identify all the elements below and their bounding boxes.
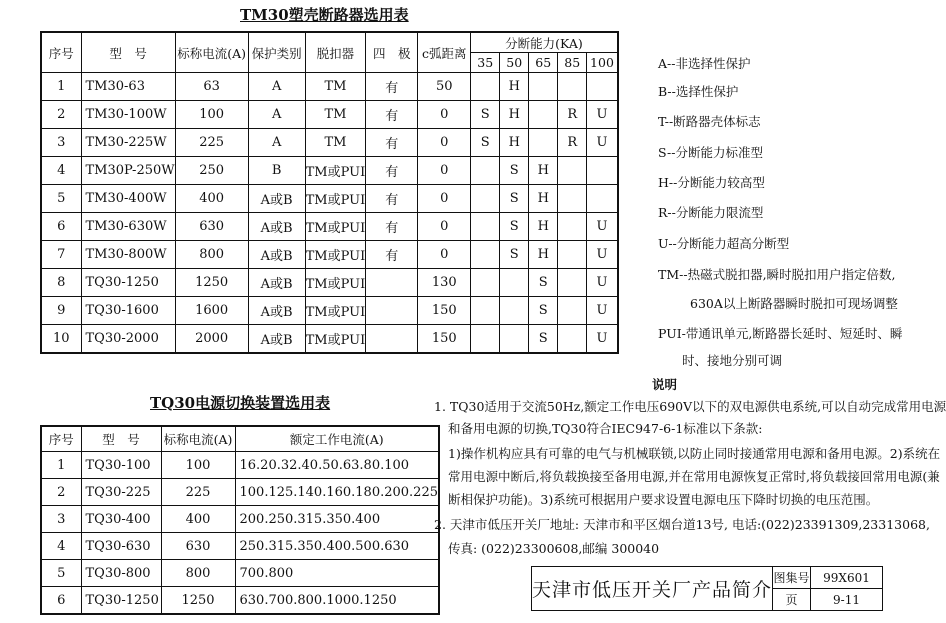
cell-capacity [471, 269, 500, 297]
cell-capacity [500, 297, 529, 325]
cell-release: TM [305, 129, 366, 157]
cell-capacity: U [587, 325, 618, 354]
cell-model: TQ30-225 [81, 479, 161, 506]
cell-arc-distance: 0 [418, 157, 471, 185]
table-row [41, 129, 618, 157]
cell-capacity: H [529, 157, 558, 185]
cell-protection: B [248, 157, 305, 185]
atlas-label: 图集号 [773, 567, 811, 589]
cell-capacity [500, 325, 529, 354]
table-row [41, 101, 618, 129]
cell-release: TM或PUI [305, 325, 366, 354]
legend-r: R--分断能力限流型 [658, 205, 764, 220]
note-line-4: 常用电源中断后,将负载换接至备用电源,并在常用电源恢复正常时,将负载接回常用电源(兼 [448, 469, 940, 484]
note-line-3: 1)操作机构应具有可靠的电气与机械联锁,以防止同时接通常用电源和备用电源。2)系统在 [448, 446, 941, 461]
cell-capacity: S [529, 297, 558, 325]
cell-capacity: U [587, 101, 618, 129]
legend-h: H--分断能力较高型 [658, 175, 765, 190]
header-capacity-85: 85 [558, 53, 587, 73]
header-four-pole: 四 极 [366, 32, 418, 73]
cell-release: TM或PUI [305, 297, 366, 325]
legend-a: A--非选择性保护 [658, 56, 751, 71]
cell-seq: 1 [41, 452, 81, 479]
cell-capacity [471, 73, 500, 101]
legend-pui: PUI-带通讯单元,断路器长延时、短延时、瞬 [658, 326, 903, 341]
cell-four-pole: 有 [366, 101, 418, 129]
cell-current: 1250 [175, 269, 248, 297]
cell-seq: 5 [41, 185, 81, 213]
cell-capacity [558, 213, 587, 241]
cell-current: 63 [175, 73, 248, 101]
title-block [531, 566, 883, 611]
cell-protection: A或B [248, 241, 305, 269]
cell-arc-distance: 0 [418, 129, 471, 157]
cell-capacity: U [587, 269, 618, 297]
cell-model: TM30-225W [81, 129, 175, 157]
cell-arc-distance: 0 [418, 185, 471, 213]
cell-current: 1250 [161, 587, 235, 615]
header-capacity-35: 35 [471, 53, 500, 73]
cell-capacity: H [500, 101, 529, 129]
cell-capacity: S [500, 185, 529, 213]
cell-model: TM30-100W [81, 101, 175, 129]
cell-arc-distance: 50 [418, 73, 471, 101]
cell-capacity [558, 297, 587, 325]
cell-seq: 2 [41, 101, 81, 129]
cell-capacity: H [500, 73, 529, 101]
cell-current: 100 [161, 452, 235, 479]
cell-model: TQ30-2000 [81, 325, 175, 354]
table-row [41, 533, 439, 560]
page-number: 9-11 [811, 589, 883, 611]
table-row [41, 560, 439, 587]
cell-model: TQ30-1600 [81, 297, 175, 325]
cell-capacity: U [587, 129, 618, 157]
cell-seq: 5 [41, 560, 81, 587]
title-block-name: 天津市低压开关厂产品简介 [532, 567, 773, 611]
cell-current: 400 [161, 506, 235, 533]
cell-release: TM或PUI [305, 157, 366, 185]
cell-capacity [529, 73, 558, 101]
cell-capacity [558, 325, 587, 354]
cell-rated-current: 250.315.350.400.500.630 [235, 533, 439, 560]
cell-release: TM [305, 73, 366, 101]
cell-capacity [529, 101, 558, 129]
header-current: 标称电流(A) [175, 32, 248, 73]
cell-rated-current: 16.20.32.40.50.63.80.100 [235, 452, 439, 479]
cell-model: TQ30-1250 [81, 269, 175, 297]
cell-capacity: S [471, 129, 500, 157]
legend-b: B--选择性保护 [658, 84, 739, 99]
cell-model: TM30P-250W [81, 157, 175, 185]
cell-release: TM或PUI [305, 213, 366, 241]
header-capacity: 分断能力(KA) [471, 32, 618, 53]
cell-rated-current: 100.125.140.160.180.200.225 [235, 479, 439, 506]
cell-arc-distance: 150 [418, 297, 471, 325]
cell-capacity: U [587, 241, 618, 269]
cell-seq: 2 [41, 479, 81, 506]
cell-capacity [558, 241, 587, 269]
cell-current: 400 [175, 185, 248, 213]
header-model: 型 号 [81, 32, 175, 73]
cell-four-pole [366, 269, 418, 297]
table-row [41, 297, 618, 325]
legend-t: T--断路器壳体标志 [658, 114, 761, 129]
legend-pui-cont: 时、接地分别可调 [682, 353, 783, 368]
cell-model: TM30-800W [81, 241, 175, 269]
cell-capacity [587, 157, 618, 185]
breaker-selection-table [40, 31, 619, 354]
cell-capacity [558, 157, 587, 185]
header-model: 型 号 [81, 426, 161, 452]
table2-title: TQ30电源切换装置选用表 [150, 394, 331, 412]
cell-seq: 4 [41, 157, 81, 185]
cell-capacity [471, 157, 500, 185]
table-row [41, 587, 439, 615]
cell-model: TQ30-100 [81, 452, 161, 479]
cell-protection: A或B [248, 213, 305, 241]
cell-rated-current: 700.800 [235, 560, 439, 587]
cell-current: 100 [175, 101, 248, 129]
header-seq: 序号 [41, 426, 81, 452]
note-line-1: 1. TQ30适用于交流50Hz,额定工作电压690V以下的双电源供电系统,可以自动完成常用电源 [434, 399, 946, 414]
notes-heading: 说明 [652, 377, 678, 392]
cell-capacity: U [587, 297, 618, 325]
note-line-5: 断相保护功能)。3)系统可根据用户要求设置电源电压下降时切换的电压范围。 [448, 492, 879, 507]
cell-four-pole [366, 297, 418, 325]
cell-model: TQ30-400 [81, 506, 161, 533]
cell-model: TQ30-630 [81, 533, 161, 560]
table-row [41, 185, 618, 213]
cell-capacity [529, 129, 558, 157]
cell-protection: A [248, 73, 305, 101]
legend-tm: TM--热磁式脱扣器,瞬时脱扣用户指定倍数, [658, 267, 896, 282]
header-release: 脱扣器 [305, 32, 366, 73]
cell-seq: 4 [41, 533, 81, 560]
cell-seq: 3 [41, 129, 81, 157]
legend-s: S--分断能力标准型 [658, 145, 763, 160]
cell-capacity [587, 73, 618, 101]
header-capacity-100: 100 [587, 53, 618, 73]
cell-arc-distance: 150 [418, 325, 471, 354]
cell-current: 630 [175, 213, 248, 241]
cell-capacity: S [529, 325, 558, 354]
cell-four-pole: 有 [366, 185, 418, 213]
cell-arc-distance: 130 [418, 269, 471, 297]
cell-capacity [471, 325, 500, 354]
table-row [41, 73, 618, 101]
cell-current: 225 [175, 129, 248, 157]
table-row [41, 452, 439, 479]
cell-capacity: S [471, 101, 500, 129]
table-row [41, 479, 439, 506]
cell-model: TQ30-1250 [81, 587, 161, 615]
cell-model: TM30-63 [81, 73, 175, 101]
cell-arc-distance: 0 [418, 213, 471, 241]
header-capacity-50: 50 [500, 53, 529, 73]
cell-capacity [587, 185, 618, 213]
cell-arc-distance: 0 [418, 241, 471, 269]
cell-capacity: S [500, 213, 529, 241]
cell-capacity: H [500, 129, 529, 157]
cell-four-pole: 有 [366, 241, 418, 269]
switching-device-table [40, 425, 440, 615]
cell-protection: A或B [248, 185, 305, 213]
cell-capacity: S [500, 157, 529, 185]
page-label: 页 [773, 589, 811, 611]
cell-capacity: R [558, 101, 587, 129]
cell-capacity [471, 297, 500, 325]
cell-capacity [471, 213, 500, 241]
cell-current: 1600 [175, 297, 248, 325]
cell-seq: 1 [41, 73, 81, 101]
cell-protection: A或B [248, 325, 305, 354]
note-line-6: 2. 天津市低压开关厂地址: 天津市和平区烟台道13号, 电话:(022)23391309,23313068, [434, 517, 930, 532]
cell-model: TM30-400W [81, 185, 175, 213]
cell-capacity [558, 269, 587, 297]
cell-release: TM或PUI [305, 185, 366, 213]
note-line-7: 传真: (022)23300608,邮编 300040 [448, 541, 660, 556]
cell-capacity [558, 185, 587, 213]
cell-rated-current: 200.250.315.350.400 [235, 506, 439, 533]
table-row [41, 213, 618, 241]
atlas-number: 99X601 [811, 567, 883, 589]
cell-current: 2000 [175, 325, 248, 354]
cell-current: 225 [161, 479, 235, 506]
cell-seq: 6 [41, 587, 81, 615]
cell-model: TQ30-800 [81, 560, 161, 587]
cell-seq: 7 [41, 241, 81, 269]
cell-current: 800 [175, 241, 248, 269]
table-row [41, 241, 618, 269]
cell-capacity: H [529, 213, 558, 241]
header-protection: 保护类别 [248, 32, 305, 73]
cell-protection: A或B [248, 269, 305, 297]
cell-four-pole: 有 [366, 213, 418, 241]
cell-capacity [471, 241, 500, 269]
cell-capacity: U [587, 213, 618, 241]
cell-protection: A [248, 101, 305, 129]
table1-title: TM30塑壳断路器选用表 [240, 6, 409, 24]
cell-protection: A [248, 129, 305, 157]
table-row [41, 157, 618, 185]
table-row [41, 269, 618, 297]
cell-capacity: S [500, 241, 529, 269]
header-current: 标称电流(A) [161, 426, 235, 452]
cell-rated-current: 630.700.800.1000.1250 [235, 587, 439, 615]
cell-release: TM [305, 101, 366, 129]
header-rated-current: 额定工作电流(A) [235, 426, 439, 452]
note-line-2: 和备用电源的切换,TQ30符合IEC947-6-1标准以下条款: [448, 421, 763, 436]
cell-current: 800 [161, 560, 235, 587]
cell-seq: 9 [41, 297, 81, 325]
cell-model: TM30-630W [81, 213, 175, 241]
cell-arc-distance: 0 [418, 101, 471, 129]
cell-capacity: H [529, 241, 558, 269]
cell-four-pole: 有 [366, 73, 418, 101]
cell-capacity [500, 269, 529, 297]
header-capacity-65: 65 [529, 53, 558, 73]
cell-four-pole: 有 [366, 129, 418, 157]
cell-four-pole: 有 [366, 157, 418, 185]
cell-seq: 10 [41, 325, 81, 354]
cell-capacity [558, 73, 587, 101]
cell-capacity: S [529, 269, 558, 297]
cell-seq: 8 [41, 269, 81, 297]
table-row [41, 325, 618, 354]
legend-u: U--分断能力超高分断型 [658, 236, 790, 251]
cell-capacity: H [529, 185, 558, 213]
cell-release: TM或PUI [305, 269, 366, 297]
cell-capacity [471, 185, 500, 213]
cell-seq: 6 [41, 213, 81, 241]
cell-protection: A或B [248, 297, 305, 325]
cell-capacity: R [558, 129, 587, 157]
header-arc-distance: c弧距离 [418, 32, 471, 73]
cell-seq: 3 [41, 506, 81, 533]
cell-release: TM或PUI [305, 241, 366, 269]
header-seq: 序号 [41, 32, 81, 73]
legend-tm-cont: 630A以上断路器瞬时脱扣可现场调整 [690, 296, 898, 311]
table-row [41, 506, 439, 533]
cell-current: 250 [175, 157, 248, 185]
cell-current: 630 [161, 533, 235, 560]
cell-four-pole [366, 325, 418, 354]
